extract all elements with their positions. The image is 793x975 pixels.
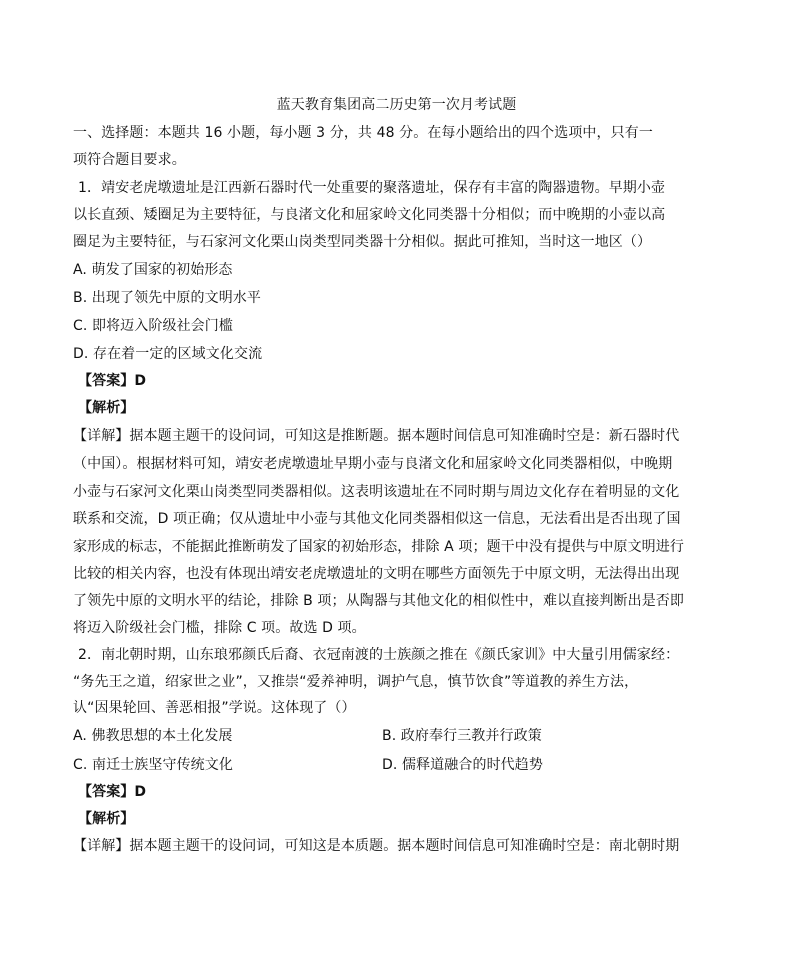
document-title: 蓝天教育集团高二历史第一次月考试题 [276,97,517,113]
q2-answer: 【答案】D [78,784,147,800]
q2-analysis-label: 【解析】 [78,811,135,827]
q1-detail-line: 比较的相关内容，也没有体现出靖安老虎墩遗址的文明在哪些方面领先于中原文明，无法得出出现 [73,566,680,582]
q1-detail-line: （中国）。根据材料可知，靖安老虎墩遗址早期小壶与良渚文化和屈家岭文化同类器相似，中晚期 [73,456,673,472]
q1-stem-line: 圈足为主要特征，与石家河文化栗山岗类型同类器十分相似。据此可推知，当时这一地区（） [73,234,652,250]
q1-stem-line: 1．靖安老虎墩遗址是江西新石器时代一处重要的聚落遗址，保存有丰富的陶器遗物。早期小壶 [78,180,666,196]
q1-option-b: B. 出现了领先中原的文明水平 [73,290,262,306]
q2-option-d: D. 儒释道融合的时代趋势 [382,757,543,773]
q1-detail-line: 了领先中原的文明水平的结论，排除 B 项；从陶器与其他文化的相似性中，难以直接判断出是否即 [73,593,685,609]
section-intro-line: 一、选择题：本题共 16 小题，每小题 3 分，共 48 分。在每小题给出的四个选项中，只有一 [73,125,653,141]
q2-stem-line: 认“因果轮回、善恶相报”学说。这体现了（） [73,700,356,716]
q1-detail-line: 将迈入阶级社会门槛，排除 C 项。故选 D 项。 [73,620,366,636]
q2-stem-line: 2．南北朝时期，山东琅邪颜氏后裔、衣冠南渡的士族颜之推在《颜氏家训》中大量引用儒家经： [78,647,680,663]
q2-option-c: C. 南迁士族坚守传统文化 [73,757,233,773]
q1-option-c: C. 即将迈入阶级社会门槛 [73,318,233,334]
q1-detail-line: 【详解】据本题主题干的设问词，可知这是推断题。据本题时间信息可知准确时空是：新石器时代 [73,428,680,444]
q2-detail-line: 【详解】据本题主题干的设问词，可知这是本质题。据本题时间信息可知准确时空是：南北朝时期 [73,838,680,854]
q2-option-a: A. 佛教思想的本土化发展 [73,728,233,744]
q1-detail-line: 联系和交流，D 项正确；仅从遗址中小壶与其他文化同类器相似这一信息，无法看出是否出现了国 [73,511,681,527]
q1-detail-line: 小壶与石家河文化栗山岗类型同类器相似。这表明该遗址在不同时期与周边文化存在着明显的文化 [73,484,680,500]
q2-option-b: B. 政府奉行三教并行政策 [382,728,542,744]
section-intro-line: 项符合题目要求。 [73,152,186,168]
q1-option-a: A. 萌发了国家的初始形态 [73,262,233,278]
q1-option-d: D. 存在着一定的区域文化交流 [73,346,263,362]
q1-answer: 【答案】D [78,373,147,389]
q1-analysis-label: 【解析】 [78,400,135,416]
q1-detail-line: 家形成的标志，不能据此推断萌发了国家的初始形态，排除 A 项；题干中没有提供与中原文明进行 [73,539,684,555]
q1-stem-line: 以长直颈、矮圈足为主要特征，与良渚文化和屈家岭文化同类器十分相似；而中晚期的小壶以高 [73,207,666,223]
q2-stem-line: “务先王之道，绍家世之业”，又推崇“爱养神明，调护气息，慎节饮食”等道教的养生方法， [73,674,639,690]
